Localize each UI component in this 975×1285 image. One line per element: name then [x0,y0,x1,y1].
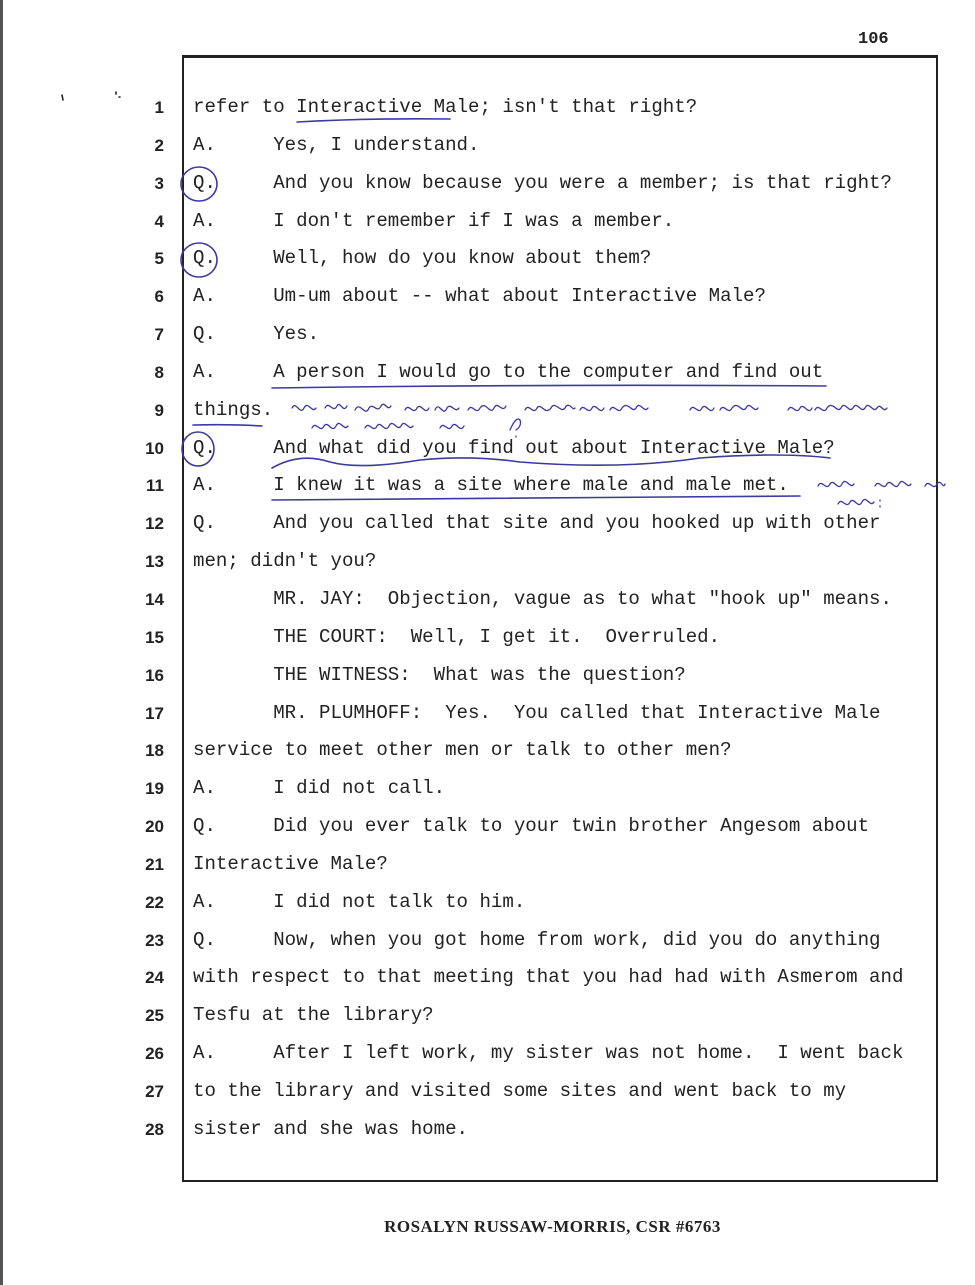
transcript-line [0,884,975,922]
line-text: A. Yes, I understand. [193,133,480,156]
transcript-line [0,89,975,127]
line-number: 9 [154,400,164,420]
transcript-line [0,543,975,581]
line-number: 25 [145,1006,164,1026]
transcript-line [0,467,975,505]
line-number: 5 [154,249,164,269]
transcript-line [0,1073,975,1111]
line-number: 21 [145,854,164,874]
line-text: Tesfu at the library? [193,1004,434,1027]
line-text: THE COURT: Well, I get it. Overruled. [193,625,721,648]
transcript-line [0,430,975,468]
line-number: 19 [145,779,164,799]
transcript-line [0,922,975,960]
line-text: Q. Now, when you got home from work, did you do anything [193,928,881,951]
line-number: 27 [145,1081,164,1101]
line-text: Q. And what did you find out about Interactive Male? [193,436,835,459]
line-number: 16 [145,665,164,685]
line-number: 13 [145,552,164,572]
line-number: 10 [145,438,164,458]
line-text: MR. JAY: Objection, vague as to what "hook up" means. [193,587,892,610]
transcript-line [0,695,975,733]
line-text: men; didn't you? [193,550,377,573]
transcript-line [0,1035,975,1073]
transcript-line [0,997,975,1035]
line-text: things. [193,398,274,421]
line-number: 26 [145,1044,164,1064]
transcript-lines [0,89,975,1149]
line-number: 22 [145,892,164,912]
line-text: MR. PLUMHOFF: Yes. You called that Interactive Male [193,701,881,724]
line-text: A. Um-um about -- what about Interactive Male? [193,285,766,308]
transcript-line [0,808,975,846]
line-number: 12 [145,514,164,534]
line-text: to the library and visited some sites and went back to my [193,1079,847,1102]
line-text: A. I did not talk to him. [193,890,526,913]
transcript-line [0,278,975,316]
line-text: Q. Well, how do you know about them? [193,247,652,270]
line-number: 11 [146,476,164,496]
line-number: 24 [145,968,164,988]
line-text: Q. And you know because you were a member; is that right? [193,171,892,194]
transcript-line [0,732,975,770]
line-text: A. I knew it was a site where male and male met. [193,474,789,497]
reporter-footer: ROSALYN RUSSAW-MORRIS, CSR #6763 [384,1217,721,1236]
line-number: 2 [154,135,164,155]
line-number: 15 [145,627,164,647]
line-text: THE WITNESS: What was the question? [193,663,686,686]
line-number: 18 [145,741,164,761]
line-text: service to meet other men or talk to other men? [193,739,732,762]
line-number: 14 [145,589,164,609]
transcript-line [0,657,975,695]
line-number: 20 [145,817,164,837]
line-number: 6 [154,287,164,307]
line-text: Q. And you called that site and you hooked up with other [193,512,881,535]
transcript-line [0,959,975,997]
transcript-line [0,354,975,392]
transcript-line [0,127,975,165]
line-number: 1 [154,98,164,117]
transcript-line [0,1111,975,1149]
transcript-line [0,770,975,808]
line-text: sister and she was home. [193,1117,468,1140]
line-text: Q. Did you ever talk to your twin brother Angesom about [193,815,870,838]
line-number: 4 [154,211,164,231]
line-number: 17 [145,703,164,723]
line-number: 3 [154,173,164,193]
transcript-line [0,240,975,278]
line-text: Q. Yes. [193,323,320,346]
line-text: Interactive Male? [193,852,388,875]
line-text: with respect to that meeting that you had had with Asmerom and [193,966,904,989]
line-number: 28 [145,1119,164,1139]
transcript-line [0,846,975,884]
line-text: A. A person I would go to the computer and find out [193,360,824,383]
line-text: refer to Interactive Male; isn't that right? [193,96,698,118]
line-number: 23 [145,930,164,950]
line-number: 8 [154,362,164,382]
transcript-line [0,316,975,354]
line-number: 7 [154,325,164,345]
line-text: A. I did not call. [193,777,446,800]
transcript-line [0,505,975,543]
line-text: A. After I left work, my sister was not home. I went back [193,1042,904,1065]
transcript-line [0,581,975,619]
transcript-line [0,619,975,657]
transcript-line [0,392,975,430]
line-text: A. I don't remember if I was a member. [193,209,675,232]
transcript-line [0,203,975,241]
transcript-line [0,165,975,203]
page-number: 106 [858,30,889,49]
